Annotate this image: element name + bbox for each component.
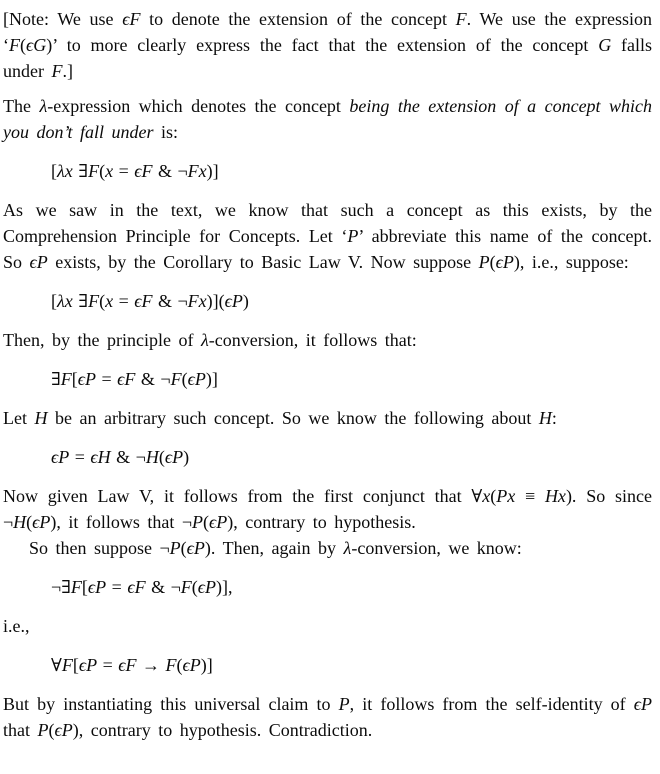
text-run: [ bbox=[71, 369, 78, 389]
italic-text-run: F bbox=[455, 9, 467, 29]
text-run: -expression which denotes the concept bbox=[47, 96, 350, 116]
ie-paragraph bbox=[3, 613, 652, 639]
italic-text-run: Fx bbox=[187, 291, 207, 311]
text-run: [ bbox=[51, 161, 57, 181]
italic-text-run: ϵP bbox=[77, 369, 97, 389]
text-run: & ¬ bbox=[110, 447, 146, 467]
text-run: -conversion, it follows that: bbox=[208, 330, 417, 350]
text-run: = bbox=[97, 655, 119, 675]
text-run: exists, by the Corollary to Basic Law V. Now suppose bbox=[47, 252, 479, 272]
italic-text-run: ϵP bbox=[78, 655, 98, 675]
italic-text-run: P bbox=[338, 694, 350, 714]
italic-text-run: ϵP bbox=[224, 291, 243, 311]
italic-text-run: ϵF bbox=[127, 577, 146, 597]
italic-text-run: ϵH bbox=[90, 447, 111, 467]
italic-text-run: ϵF bbox=[117, 369, 136, 389]
text-run: )], bbox=[215, 577, 233, 597]
text-run: = bbox=[69, 447, 91, 467]
text-run: ). Then, again by bbox=[204, 538, 344, 558]
formula-lambda-concept bbox=[51, 156, 652, 186]
text-run: )] bbox=[206, 161, 219, 181]
text-run: . We use the expression ‘ bbox=[3, 9, 652, 55]
law-V-paragraph bbox=[3, 483, 652, 535]
text-run: falls under bbox=[3, 35, 652, 81]
text-run: to denote the extension of the concept bbox=[140, 9, 456, 29]
italic-text-run: ϵP bbox=[87, 577, 107, 597]
italic-text-run: P bbox=[192, 512, 204, 532]
text-run: ), contrary to hypothesis. bbox=[227, 512, 416, 532]
italic-text-run: λx bbox=[57, 161, 73, 181]
italic-text-run: P bbox=[347, 226, 359, 246]
text-run: ( bbox=[99, 161, 106, 181]
lambda-conversion-paragraph bbox=[3, 327, 652, 353]
formula-H-instance bbox=[51, 442, 652, 472]
let-H-paragraph bbox=[3, 405, 652, 431]
text-run: ( bbox=[26, 512, 33, 532]
text-run: = bbox=[96, 369, 118, 389]
italic-text-run: ϵP bbox=[197, 577, 216, 597]
text-run: ). So since ¬ bbox=[3, 486, 652, 532]
text-run: , it follows from the self-identity of bbox=[349, 694, 634, 714]
text-run: & ¬ bbox=[152, 161, 188, 181]
text-run: The bbox=[3, 96, 40, 116]
italic-text-run: ϵP bbox=[209, 512, 228, 532]
italic-text-run: F bbox=[170, 369, 182, 389]
text-run: = bbox=[113, 291, 135, 311]
text-run: [ bbox=[51, 291, 57, 311]
text-run: is: bbox=[153, 122, 179, 142]
italic-text-run: ϵP bbox=[182, 655, 201, 675]
italic-text-run: F bbox=[180, 577, 192, 597]
text-run: .] bbox=[62, 61, 73, 81]
italic-text-run: P bbox=[169, 538, 181, 558]
italic-text-run: F bbox=[88, 161, 100, 181]
italic-text-run: x bbox=[482, 486, 491, 506]
italic-text-run: ϵF bbox=[122, 9, 141, 29]
italic-text-run: ϵP bbox=[54, 720, 73, 740]
text-run: ∃ bbox=[72, 291, 89, 311]
text-run: As we saw in the text, we know that such a concept as this exists, by the Comprehension Principle for Concepts. Let ‘ bbox=[3, 200, 652, 246]
text-run: )’ to more clearly express the fact that the extension of the concept bbox=[46, 35, 599, 55]
italic-text-run: G bbox=[598, 35, 612, 55]
italic-text-run: H bbox=[34, 408, 48, 428]
italic-text-run: F bbox=[51, 61, 63, 81]
text-run: ∃ bbox=[72, 161, 89, 181]
italic-text-run: F bbox=[88, 291, 100, 311]
text-run: )] bbox=[205, 369, 218, 389]
italic-text-run: F bbox=[9, 35, 20, 55]
text-run: & ¬ bbox=[135, 369, 171, 389]
text-run: ), contrary to hypothesis. Contradiction. bbox=[72, 720, 373, 740]
italic-text-run: ϵG bbox=[26, 35, 47, 55]
text-run: [ bbox=[72, 655, 79, 675]
italic-text-run: ϵP bbox=[29, 252, 48, 272]
text-run: ( bbox=[191, 577, 198, 597]
text-run: that bbox=[3, 720, 38, 740]
text-run: ( bbox=[203, 512, 210, 532]
italic-text-run: P bbox=[478, 252, 490, 272]
formula-not-exists bbox=[51, 572, 652, 602]
italic-text-run: ϵP bbox=[495, 252, 514, 272]
italic-text-run: being the extension of a concept which you don’t fall under bbox=[3, 96, 652, 142]
text-run: But by instantiating this universal claim to bbox=[3, 694, 339, 714]
text-run: be an arbitrary such concept. So we know the following about bbox=[47, 408, 539, 428]
lambda-expression-intro bbox=[3, 93, 652, 145]
text-run: & ¬ bbox=[145, 577, 181, 597]
italic-text-run: F bbox=[60, 369, 72, 389]
text-run: ’ abbreviate this name of the concept. So bbox=[3, 226, 652, 272]
text-run: ), it follows that ¬ bbox=[50, 512, 193, 532]
italic-text-run: ϵP bbox=[633, 694, 653, 714]
text-run: : bbox=[551, 408, 557, 428]
text-run: ( bbox=[48, 720, 55, 740]
italic-text-run: F bbox=[61, 655, 73, 675]
italic-text-run: Px bbox=[496, 486, 516, 506]
text-run: ( bbox=[99, 291, 106, 311]
text-run: -conversion, we know: bbox=[351, 538, 522, 558]
note-paragraph bbox=[3, 6, 652, 84]
text-run: → bbox=[136, 655, 166, 675]
italic-text-run: ϵP bbox=[187, 369, 206, 389]
italic-text-run: x bbox=[105, 291, 114, 311]
italic-text-run: F bbox=[70, 577, 82, 597]
italic-text-run: ϵP bbox=[186, 538, 205, 558]
text-run: ( bbox=[20, 35, 26, 55]
italic-text-run: λ bbox=[200, 330, 209, 350]
text-run: ), i.e., suppose: bbox=[513, 252, 629, 272]
text-run: )]( bbox=[206, 291, 225, 311]
text-run: ( bbox=[180, 538, 187, 558]
conclusion-paragraph bbox=[3, 691, 652, 743]
text-run: ( bbox=[181, 369, 188, 389]
italic-text-run: ϵF bbox=[134, 161, 153, 181]
text-run: ( bbox=[490, 486, 497, 506]
text-run: ( bbox=[489, 252, 496, 272]
italic-text-run: ϵP bbox=[164, 447, 184, 467]
text-run: ( bbox=[176, 655, 183, 675]
italic-text-run: Fx bbox=[187, 161, 207, 181]
italic-text-run: λx bbox=[57, 291, 73, 311]
italic-text-run: λ bbox=[343, 538, 352, 558]
text-run: = bbox=[106, 577, 128, 597]
text-run: ) bbox=[183, 447, 190, 467]
text-run: )] bbox=[200, 655, 213, 675]
italic-text-run: ϵP bbox=[51, 447, 70, 467]
text-run: ≡ bbox=[515, 486, 545, 506]
text-run: Let bbox=[3, 408, 35, 428]
italic-text-run: ϵF bbox=[118, 655, 137, 675]
text-run: ∃ bbox=[51, 369, 61, 389]
text-run: So then suppose ¬ bbox=[29, 538, 170, 558]
italic-text-run: ϵP bbox=[32, 512, 51, 532]
italic-text-run: x bbox=[105, 161, 114, 181]
text-run: i.e., bbox=[3, 616, 30, 636]
text-run: Now given Law V, it follows from the first conjunct that ∀ bbox=[3, 486, 483, 506]
italic-text-run: F bbox=[165, 655, 177, 675]
text-run: ¬∃ bbox=[51, 577, 71, 597]
italic-text-run: H bbox=[13, 512, 27, 532]
text-run: [ bbox=[81, 577, 88, 597]
text-run: ∀ bbox=[51, 655, 62, 675]
formula-forall bbox=[51, 650, 652, 680]
italic-text-run: Hx bbox=[544, 486, 566, 506]
italic-text-run: P bbox=[37, 720, 49, 740]
text-run: ) bbox=[242, 291, 249, 311]
italic-text-run: H bbox=[145, 447, 159, 467]
formula-applied-to-eP bbox=[51, 286, 652, 316]
suppose-not-paragraph bbox=[3, 535, 652, 561]
text-run: Then, by the principle of bbox=[3, 330, 201, 350]
text-run: & ¬ bbox=[152, 291, 188, 311]
italic-text-run: ϵF bbox=[134, 291, 153, 311]
formula-exists-F bbox=[51, 364, 652, 394]
text-run: ( bbox=[158, 447, 165, 467]
comprehension-paragraph bbox=[3, 197, 652, 275]
text-run: = bbox=[113, 161, 135, 181]
text-run: [Note: We use bbox=[3, 9, 123, 29]
italic-text-run: λ bbox=[39, 96, 48, 116]
italic-text-run: H bbox=[538, 408, 552, 428]
